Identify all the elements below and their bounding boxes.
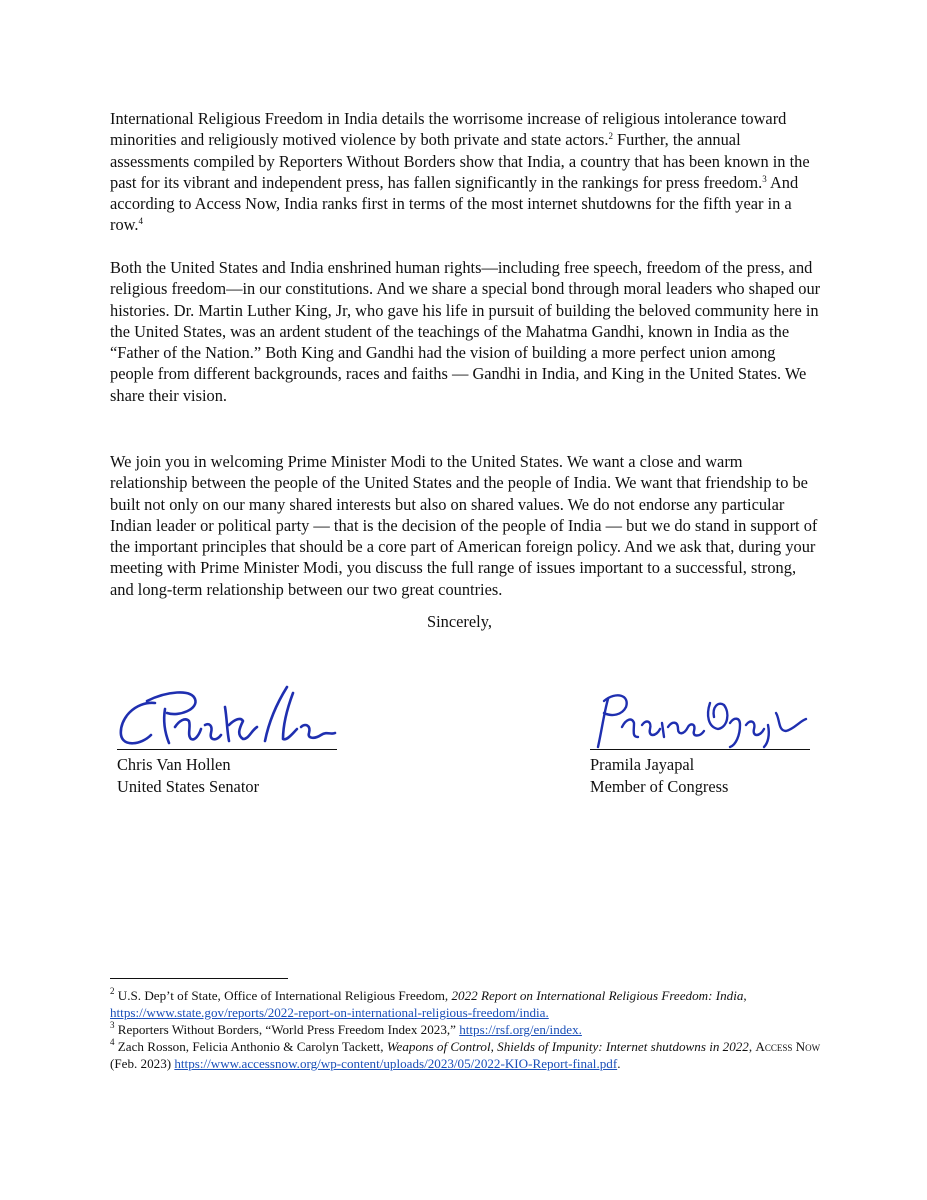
handwritten-signature-van-hollen [117, 683, 337, 749]
footnote-link[interactable]: https://rsf.org/en/index. [459, 1022, 582, 1037]
footnote-ref-4[interactable]: 4 [138, 216, 144, 227]
signer-name: Pramila Jayapal [590, 755, 695, 774]
footnote-3 [110, 1021, 822, 1038]
footnote-publisher: Access Now [755, 1039, 821, 1054]
body-paragraph-2: Both the United States and India enshrined human rights—including free speech, freedom of the press, and religious freedom—in our constitutions. And we share a special bond through moral leaders who shaped our histories. Dr. Martin Luther King, Jr, who gave his life in pursuit of building the beloved community here in the United States, was an ardent student of the teachings of the Mahatma Gandhi, known in India as the “Father of the Nation.” Both King and Gandhi had the vision of building a more perfect union among people from different backgrounds, races and faiths — Gandhi in India, and King in the United States. We share their vision. [110, 258, 821, 405]
handwritten-signature-jayapal [590, 683, 810, 749]
footnote-text: U.S. Dep’t of State, Office of International Religious Freedom, [114, 988, 452, 1003]
footnote-number: 4 [110, 1037, 115, 1047]
signature-line [117, 749, 337, 750]
footnote-link[interactable]: https://www.state.gov/reports/2022-report-on-international-religious-freedom/india. [110, 1005, 549, 1020]
body-paragraph-3: We join you in welcoming Prime Minister Modi to the United States. We want a close and warm relationship between the people of the United States and the people of India. We want that friendship to be built not only on our many shared interests but also on shared values. We do not endorse any particular Indian leader or political party — that is the decision of the people of India — but we do stand in support of the important principles that should be a core part of American foreign policy. And we ask that, during your meeting with Prime Minister Modi, you discuss the full range of issues important to a successful, strong, and long-term relationship between our two great countries. [110, 452, 818, 599]
footnote-number: 2 [110, 986, 115, 996]
footnote-link[interactable]: https://www.accessnow.org/wp-content/uploads/2023/05/2022-KIO-Report-final.pdf [174, 1056, 618, 1071]
paragraph-text: Further, the annual assessments compiled by Reporters Without Borders show that India, a country that has been known in the past for its vibrant and independent press, has fallen significantly in the rankings for press freedom. [110, 130, 810, 192]
signature-block-right [590, 683, 810, 797]
footnote-4: $^4$ Zach Rosson, Felicia Anthonio & Carolyn Tackett, Weapons of Control, Shields of Impunity: Internet shutdowns in 2022, Access Now (Feb. 2023) https://www.accessnow.org/wp-content/uploads/2023/05/2022-KIO-Report-final.pdf. [110, 1037, 821, 1071]
footnote-text: Reporters Without Borders, “World Press Freedom Index 2023,” [114, 1022, 460, 1037]
footnote-2: $^2$ U.S. Dep’t of State, Office of International Religious Freedom, 2022 Report on International Religious Freedom: India, https://www.state.gov/reports/2022-report-on-international-religious-freedom/india. [110, 986, 747, 1020]
footnote-ref-3[interactable]: 3 [762, 173, 767, 184]
body-paragraph-1 [110, 108, 822, 236]
footnote-ref-2[interactable]: 2 [608, 131, 613, 142]
footnotes [110, 987, 822, 1072]
footnote-text: Zach Rosson, Felicia Anthonio & Carolyn Tackett, [114, 1039, 387, 1054]
closing-salutation: Sincerely, [427, 612, 492, 631]
footnote-title: Weapons of Control, Shields of Impunity: Internet shutdowns in 2022 [386, 1039, 749, 1054]
signer-title: Member of Congress [590, 776, 729, 796]
signer-title: United States Senator [117, 776, 260, 796]
paragraph-text: And according to Access Now, India ranks first in terms of the most internet shutdowns for the fifth year in a row. [110, 172, 799, 235]
signer-name: Chris Van Hollen [117, 755, 231, 774]
footnote-number: 3 [110, 1020, 115, 1030]
paragraph-text: International Religious Freedom in India details the worrisome increase of religious intolerance toward minorities and religiously motived violence by both private and state actors. [110, 109, 787, 150]
footnote-title: 2022 Report on International Religious Freedom: India [451, 988, 744, 1003]
signature-line [590, 749, 810, 750]
footnote-date: (Feb. 2023) [110, 1056, 175, 1071]
signature-block-left [117, 683, 337, 797]
footnote-separator [110, 978, 288, 979]
